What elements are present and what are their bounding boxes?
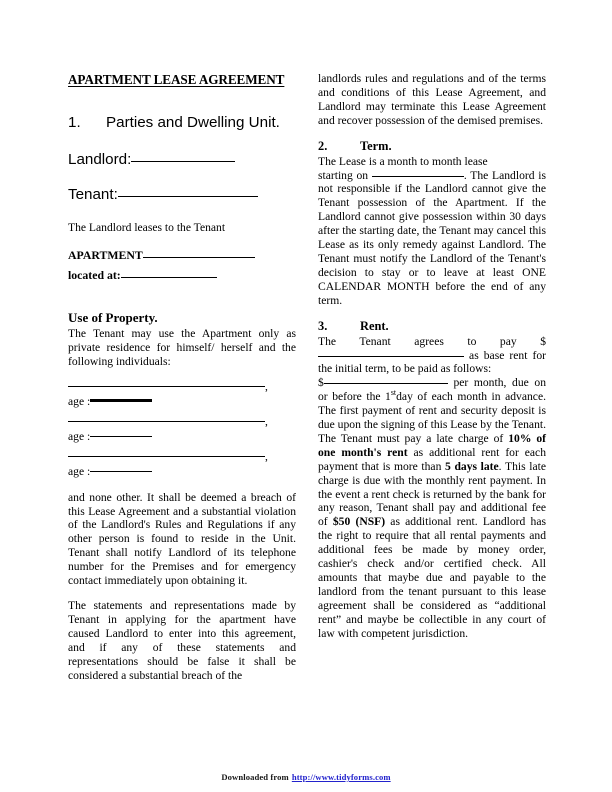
- section-3-title: Rent.: [360, 318, 389, 333]
- nsf-fee: $50 (NSF): [332, 515, 386, 529]
- occupant-name-row[interactable]: ,: [68, 379, 296, 395]
- landlord-label: Landlord:: [68, 151, 132, 168]
- left-column: [68, 72, 296, 693]
- continuation-paragraph: landlords rules and regulations and of the terms and conditions of this Lease Agreement, and Landlord may terminate this Lease Agreement and recover possession of the demised premises.: [318, 72, 546, 127]
- apartment-label: APARTMENT: [68, 247, 143, 262]
- section-2-heading: [318, 139, 546, 154]
- use-of-property-intro: The Tenant may use the Apartment only as private residence for himself/ herself and the following individuals:: [68, 326, 296, 368]
- located-at-label: located at:: [68, 267, 121, 282]
- located-at-field[interactable]: [68, 268, 296, 282]
- ordinal-suffix: st: [390, 388, 397, 398]
- monthly-rent-text-2: day of each month in advance. The first payment of rent and security deposit is due upon the signing of this Lease by the Tenant. The Tenant must pay a late charge of: [318, 390, 546, 445]
- monthly-rent-amount-blank[interactable]: [324, 383, 448, 384]
- section-2-title: Term.: [360, 138, 392, 153]
- occupant-age-row[interactable]: [68, 464, 296, 480]
- section-2-number: 2.: [318, 138, 328, 153]
- landlord-blank[interactable]: [131, 161, 235, 162]
- located-at-blank[interactable]: [121, 277, 217, 278]
- page-title: APARTMENT LEASE AGREEMENT: [68, 72, 285, 87]
- occupant-name-blank[interactable]: [68, 386, 265, 387]
- right-column: [318, 72, 546, 652]
- age-blank[interactable]: [90, 399, 152, 402]
- footer: [0, 772, 612, 782]
- age-blank[interactable]: [90, 471, 152, 472]
- monthly-rent-text-4: . This late charge is due with the monthly rent payment. In the event a rent check is returned by the bank for any reason, Tenant shall pay and additional fee of: [318, 459, 546, 529]
- age-blank[interactable]: [90, 436, 152, 437]
- occupant-name-row[interactable]: ,: [68, 449, 296, 465]
- age-label: age :: [68, 430, 91, 444]
- apartment-field[interactable]: [68, 248, 296, 262]
- base-rent-lead: The Tenant agrees to pay $: [318, 334, 546, 348]
- term-paragraph: [318, 169, 546, 308]
- section-3-heading: [318, 319, 546, 334]
- occupant-list: [68, 379, 296, 480]
- monthly-rent-text-5: as additional rent. Landlord has the right to require that all rental payments and additional fees be made by money order, cashier's check and/or certified check. All amounts that maybe due and payable to the landlord from the tenant pursuant to this lease agreement shall be considered as “additional rent” and maybe be collectible in any court of law with competent jurisdiction.: [318, 515, 547, 640]
- age-label: age :: [68, 395, 91, 409]
- occupant-age-row[interactable]: [68, 394, 296, 410]
- use-of-property-heading: Use of Property.: [68, 309, 158, 325]
- section-1-number: 1.: [68, 114, 81, 131]
- apartment-blank[interactable]: [143, 257, 255, 258]
- occupant-name-blank[interactable]: [68, 456, 265, 457]
- section-1-title: Parties and Dwelling Unit.: [106, 114, 280, 131]
- late-days-threshold: 5 days late: [445, 459, 499, 473]
- none-other-paragraph: and none other. It shall be deemed a breach of this Lease Agreement and a substantial violation of the Landlord's Rules and Regulations if any other person is found to reside in the Unit. Tenant shall notify Landlord of its telephone number for the Premises and for emergency contact immediately upon obtaining it.: [68, 490, 296, 588]
- occupant-name-blank[interactable]: [68, 421, 265, 422]
- footer-source-link[interactable]: http://www.tidyforms.com: [291, 772, 391, 782]
- occupant-name-row[interactable]: ,: [68, 414, 296, 430]
- monthly-rent-paragraph: [318, 376, 546, 640]
- statements-paragraph: The statements and representations made by Tenant in applying for the apartment have caused Landlord to enter into this agreement, and if any of these statements and representations should be false it shall be considered a substantial breach of the: [68, 598, 296, 682]
- start-date-blank[interactable]: [372, 176, 464, 177]
- monthly-rent-text-1: per month, due on or before the 1: [318, 376, 546, 404]
- base-rent-paragraph: [318, 335, 546, 377]
- section-3-number: 3.: [318, 318, 328, 333]
- term-line-1: The Lease is a month to month lease: [318, 154, 488, 168]
- tenant-blank[interactable]: [118, 196, 258, 197]
- term-body-text: . The Landlord is not responsible if the Landlord cannot give the Tenant possession of the Apartment. If the Landlord cannot give possession within 30 days after the starting date, the Tenant may cancel this Lease as its only remedy against Landlord. The Tenant must notify the Landlord of the Tenant's decision to stay or to leave at least ONE CALENDAR MONTH before the end of any term.: [318, 168, 546, 307]
- occupant-age-row[interactable]: [68, 429, 296, 445]
- late-charge-rate: 10% of one month's rent: [318, 431, 547, 459]
- footer-prefix: Downloaded from: [221, 772, 289, 782]
- base-rent-amount-blank[interactable]: [318, 356, 464, 357]
- monthly-rent-text-3: as additional rent for each payment that is more than: [318, 445, 546, 473]
- monthly-rent-currency: $: [318, 376, 324, 390]
- lease-statement: The Landlord leases to the Tenant: [68, 221, 226, 234]
- section-1-heading: [68, 114, 296, 131]
- landlord-field[interactable]: [68, 151, 296, 168]
- tenant-label: Tenant:: [68, 186, 118, 203]
- term-start-label: starting on: [318, 168, 369, 182]
- tenant-field[interactable]: [68, 186, 296, 203]
- age-label: age :: [68, 465, 91, 479]
- base-rent-tail: as base rent for the initial term, to be paid as follows:: [318, 348, 546, 376]
